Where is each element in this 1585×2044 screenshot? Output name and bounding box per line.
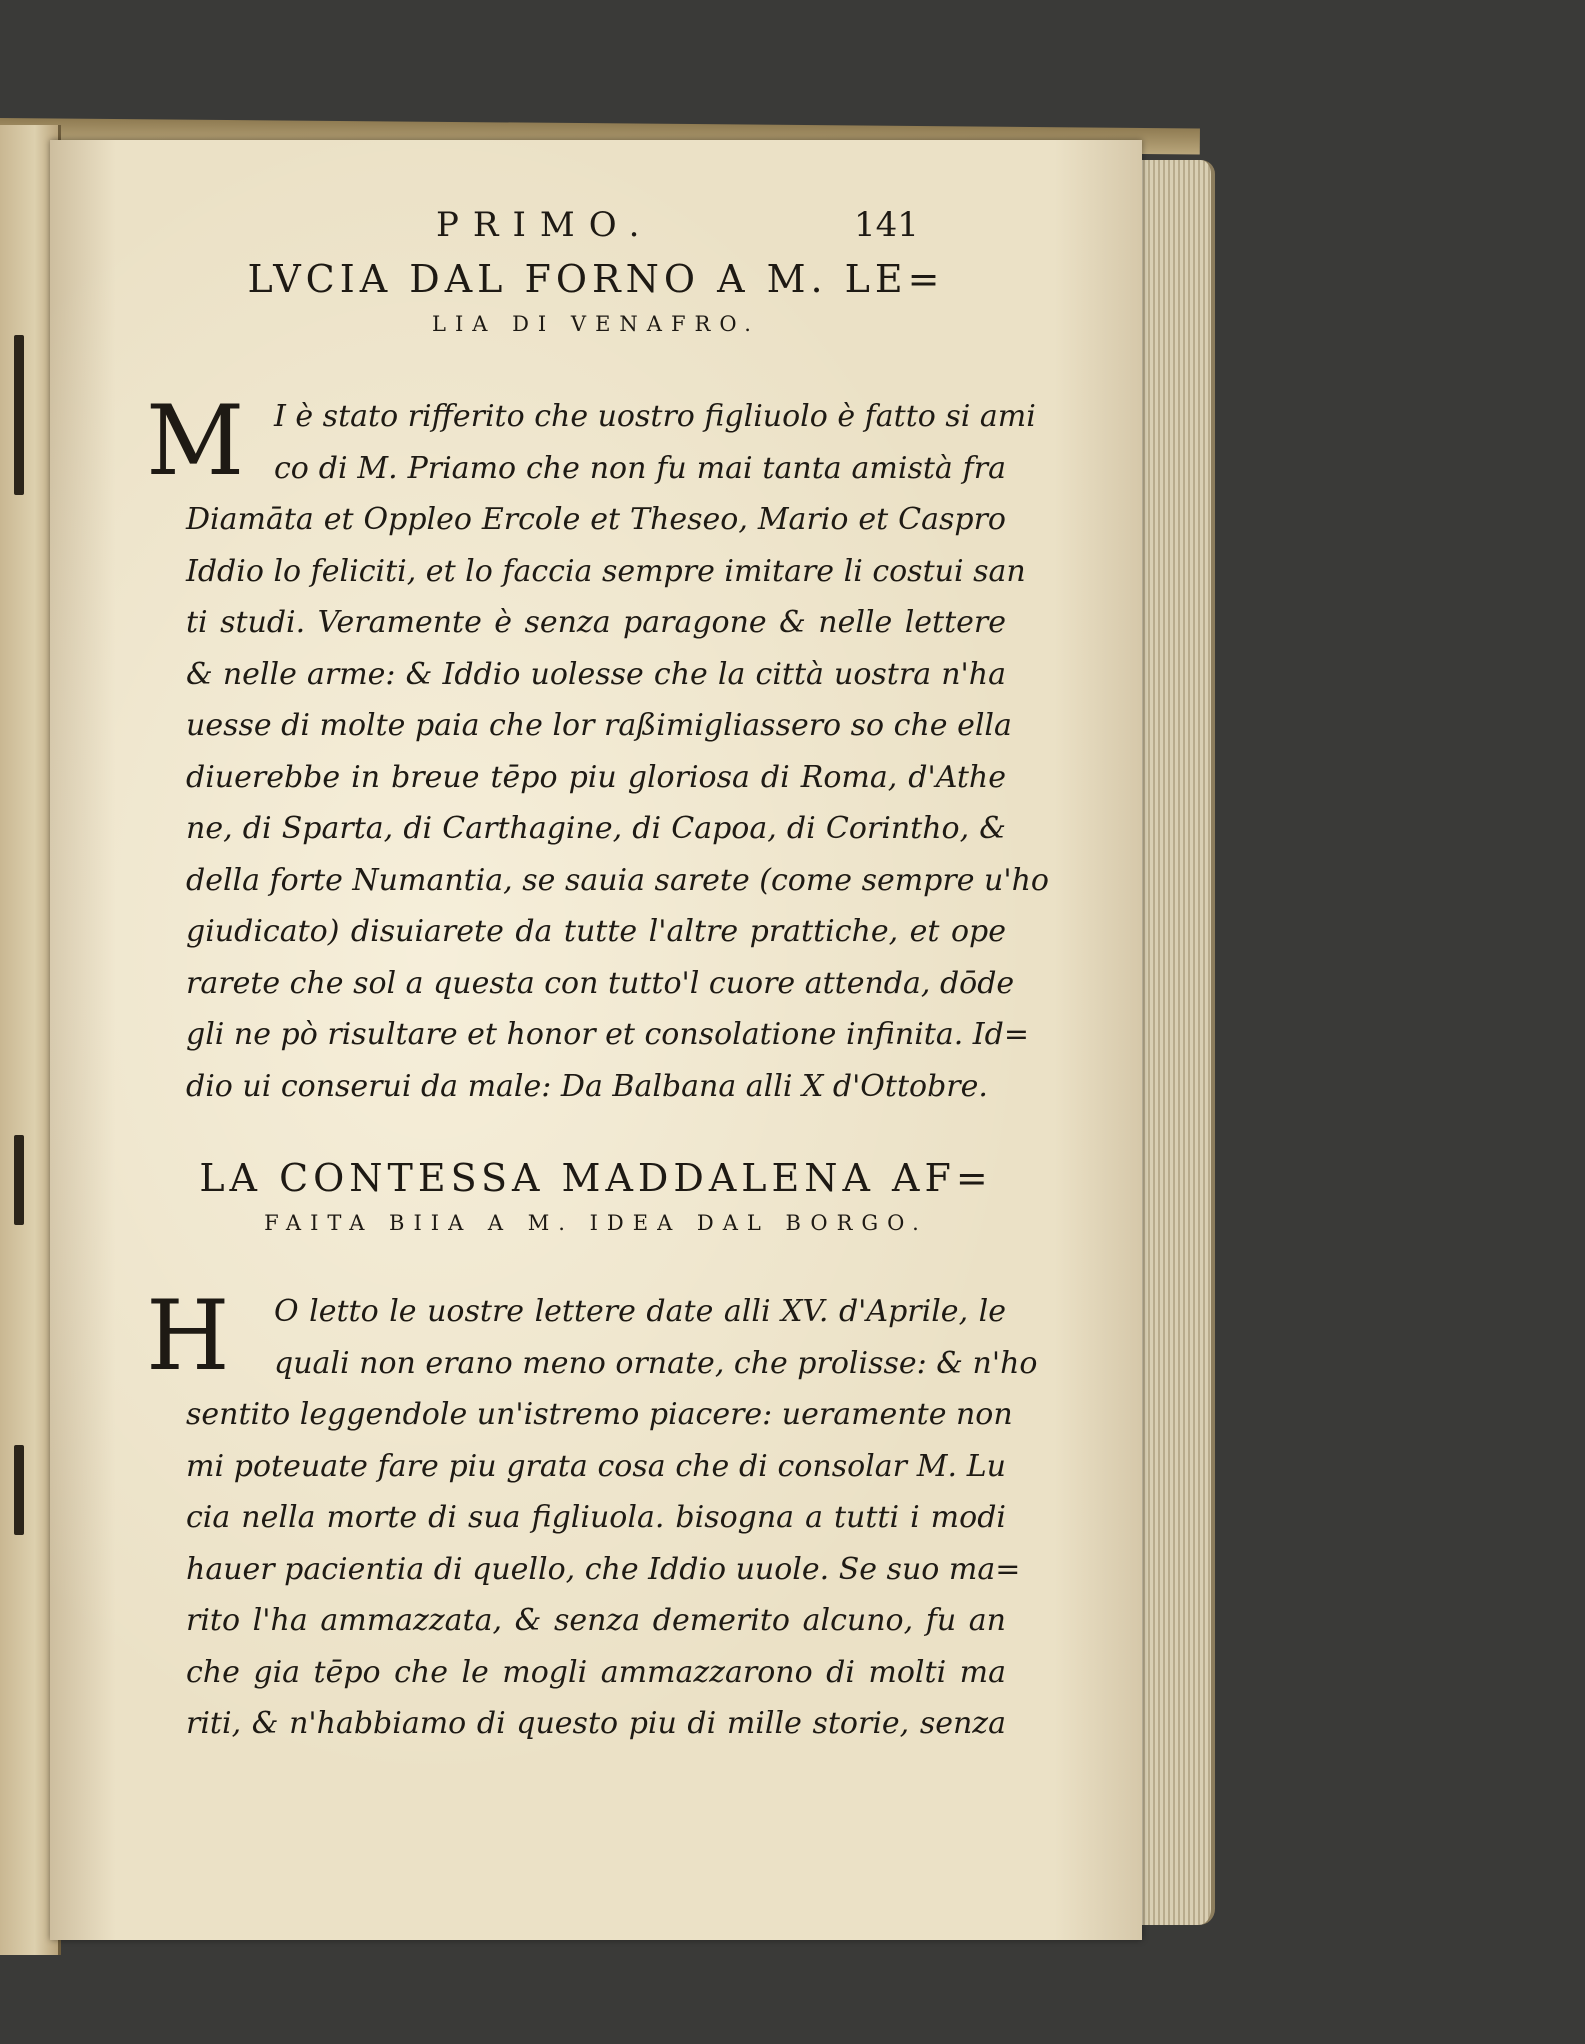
text-line: rarete che sol a questa con tutto'l cuore attenda, dōde bbox=[186, 965, 1015, 1001]
letter1-body bbox=[146, 385, 1049, 1112]
page-number: 141 bbox=[854, 205, 919, 245]
text-line: sentito leggendole un'istremo piacere: ueramente non bbox=[186, 1397, 1013, 1432]
text-line: rito l'ha ammazzata, & senza demerito alcuno, fu an bbox=[186, 1603, 1006, 1638]
text-line: uesse di molte paia che lor raßimigliassero so che ella bbox=[186, 708, 1012, 743]
page-text bbox=[146, 205, 1049, 1750]
letter1-title: LVCIA DAL FORNO A M. LE= bbox=[247, 257, 945, 301]
ink-mark bbox=[14, 1445, 24, 1535]
text-line: cia nella morte di sua figliuola. bisogna a tutti i modi bbox=[186, 1500, 1006, 1535]
text-line: ne, di Sparta, di Carthagine, di Capoa, di Corintho, & bbox=[186, 811, 1006, 846]
text-line: O letto le uostre lettere date alli XV. d'Aprile, le bbox=[274, 1294, 1006, 1329]
page-block-edge bbox=[1135, 160, 1215, 1925]
running-head-word: PRIMO. bbox=[436, 205, 654, 245]
text-line: dio ui conserui da male: Da Balbana alli X d'Ottobre. bbox=[186, 1068, 988, 1104]
text-line: quali non erano meno ornate, che prolisse: & n'ho bbox=[274, 1345, 1038, 1381]
text-line: co di M. Priamo che non fu mai tanta amistà fra bbox=[274, 450, 1006, 486]
text-line: che gia tēpo che le mogli ammazzarono di molti ma bbox=[186, 1654, 1006, 1690]
text-line: mi poteuate fare piu grata cosa che di consolar M. Lu bbox=[186, 1448, 1006, 1484]
text-line: hauer pacientia di quello, che Iddio uuole. Se suo ma= bbox=[186, 1551, 1021, 1587]
letter1-dropcap: M bbox=[146, 385, 245, 497]
letter2-subtitle: FAITA BIIA A M. IDEA DAL BORGO. bbox=[264, 1211, 928, 1235]
text-line: Diamāta et Oppleo Ercole et Theseo, Mario et Caspro bbox=[186, 502, 1006, 537]
text-line: della forte Numantia, se sauia sarete (come sempre u'ho bbox=[186, 862, 1049, 898]
running-head bbox=[186, 205, 1006, 253]
letter2-body bbox=[146, 1280, 1038, 1750]
text-line: I è stato rifferito che uostro figliuolo è fatto si ami bbox=[274, 399, 1036, 434]
text-line: riti, & n'habbiamo di questo piu di mille storie, senza bbox=[186, 1706, 1006, 1741]
letter1-subtitle: LIA DI VENAFRO. bbox=[432, 312, 760, 336]
text-line: giudicato) disuiarete da tutte l'altre prattiche, et ope bbox=[186, 914, 1006, 949]
letter2-dropcap: H bbox=[146, 1280, 230, 1392]
text-line: & nelle arme: & Iddio uolesse che la città uostra n'ha bbox=[186, 656, 1006, 692]
text-line: diuerebbe in breue tēpo piu gloriosa di Roma, d'Athe bbox=[186, 759, 1006, 795]
text-line: Iddio lo feliciti, et lo faccia sempre imitare li costui san bbox=[186, 553, 1026, 589]
ink-mark bbox=[14, 1135, 24, 1225]
letter2-title: LA CONTESSA MADDALENA AF= bbox=[199, 1156, 993, 1200]
text-line: ti studi. Veramente è senza paragone & nelle lettere bbox=[186, 605, 1006, 640]
text-line: gli ne pò risultare et honor et consolatione infinita. Id= bbox=[186, 1017, 1029, 1052]
ink-mark bbox=[14, 335, 24, 495]
